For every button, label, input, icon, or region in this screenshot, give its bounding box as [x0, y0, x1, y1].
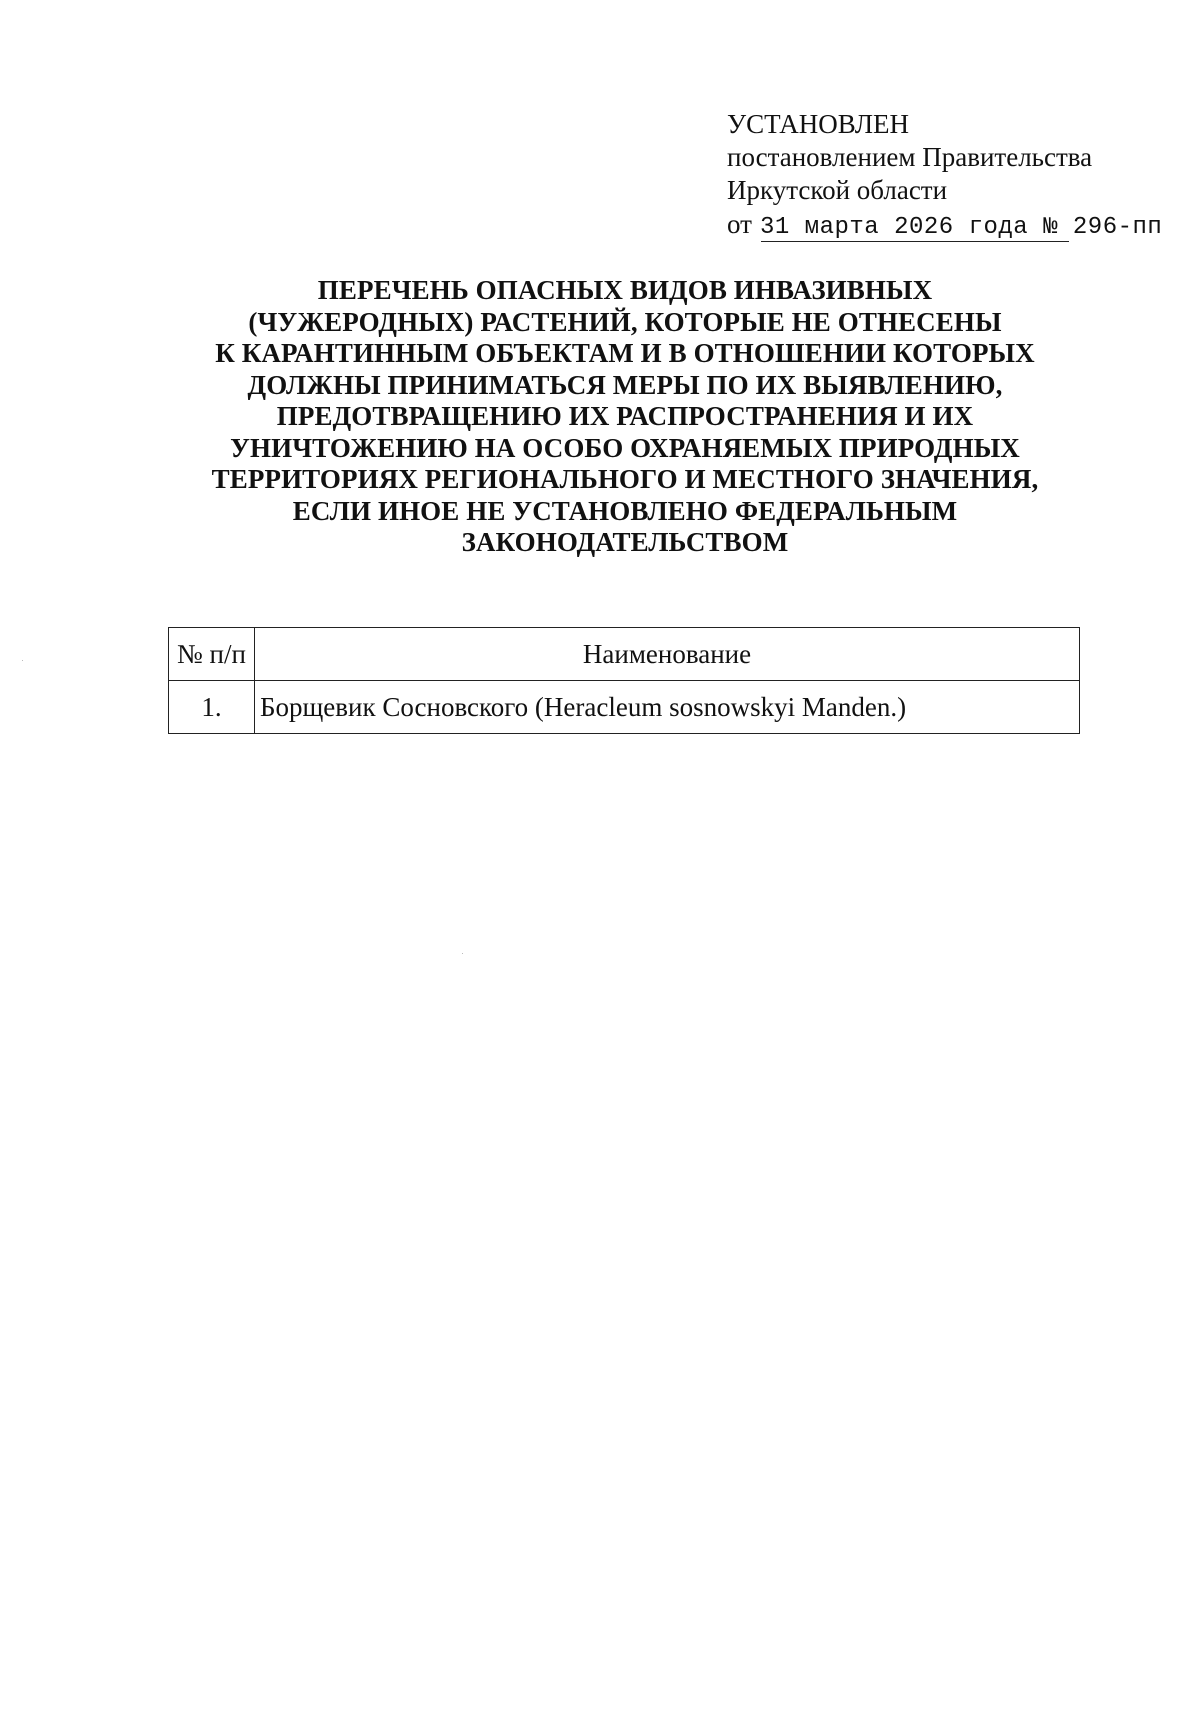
scan-speck [22, 660, 23, 661]
title-line: ПЕРЕЧЕНЬ ОПАСНЫХ ВИДОВ ИНВАЗИВНЫХ [317, 275, 933, 305]
title-line: ТЕРРИТОРИЯХ РЕГИОНАЛЬНОГО И МЕСТНОГО ЗНАЧЕНИЯ, [211, 464, 1039, 494]
row-number: 1. [169, 681, 255, 734]
title-line: УНИЧТОЖЕНИЮ НА ОСОБО ОХРАНЯЕМЫХ ПРИРОДНЫХ [230, 432, 1020, 463]
date-underline [761, 241, 1069, 242]
species-table [168, 627, 1080, 734]
approval-authority: постановлением Правительства [727, 142, 1093, 172]
table-row [169, 681, 1080, 734]
row-name: Борщевик Сосновского (Heracleum sosnowskyi Manden.) [255, 681, 1080, 734]
approval-date-line [727, 208, 1177, 244]
scan-speck [462, 953, 463, 954]
title-line: К КАРАНТИННЫМ ОБЪЕКТАМ И В ОТНОШЕНИИ КОТОРЫХ [215, 338, 1035, 368]
document-title [160, 275, 1090, 559]
approval-date-value: 31 марта 2026 года № 296-пп [759, 214, 1163, 241]
title-line: (ЧУЖЕРОДНЫХ) РАСТЕНИЙ, КОТОРЫЕ НЕ ОТНЕСЕНЫ [248, 306, 1002, 337]
title-line: ЕСЛИ ИНОЕ НЕ УСТАНОВЛЕНО ФЕДЕРАЛЬНЫМ [292, 495, 958, 526]
approval-date-prefix: от [727, 209, 752, 239]
approval-region: Иркутской области [727, 175, 948, 205]
title-line: ПРЕДОТВРАЩЕНИЮ ИХ РАСПРОСТРАНЕНИЯ И ИХ [276, 401, 974, 431]
column-header-number: № п/п [169, 628, 255, 681]
title-line: ДОЛЖНЫ ПРИНИМАТЬСЯ МЕРЫ ПО ИХ ВЫЯВЛЕНИЮ, [247, 369, 1003, 400]
title-line: ЗАКОНОДАТЕЛЬСТВОМ [461, 527, 789, 557]
approval-stamp [727, 108, 1177, 244]
table-header-row [169, 628, 1080, 681]
column-header-name: Наименование [255, 628, 1080, 681]
approval-heading: УСТАНОВЛЕН [727, 109, 910, 139]
